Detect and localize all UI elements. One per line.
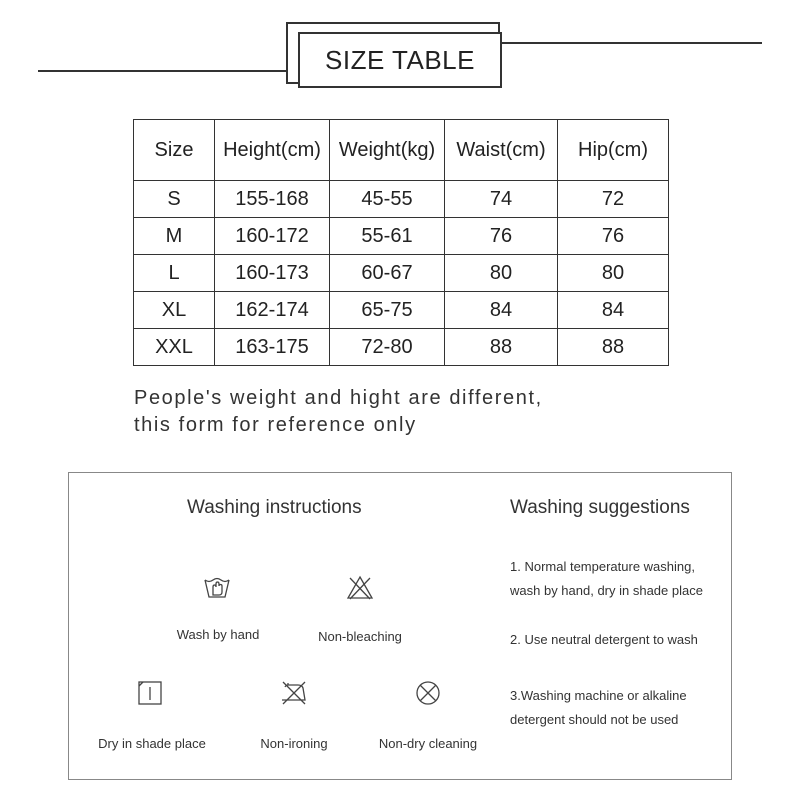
- cell-height: 160-173: [215, 255, 330, 292]
- non-bleaching-icon: [345, 573, 375, 603]
- suggestion-line: 1. Normal temperature washing,: [510, 559, 695, 574]
- cell-waist: 84: [445, 292, 558, 329]
- cell-weight: 72-80: [330, 329, 445, 366]
- suggestion-line: 2. Use neutral detergent to wash: [510, 632, 698, 647]
- reference-note-line: this form for reference only: [134, 414, 417, 436]
- dry-in-shade-icon: [135, 678, 165, 708]
- col-header-waist: Waist(cm): [445, 120, 558, 181]
- cell-height: 155-168: [215, 181, 330, 218]
- wash-by-hand-label: Wash by hand: [176, 627, 260, 642]
- col-header-hip: Hip(cm): [558, 120, 669, 181]
- size-table: [133, 119, 669, 366]
- suggestion-item: [510, 628, 698, 652]
- title-frame: [298, 32, 502, 88]
- reference-note: [134, 385, 543, 439]
- table-row: [134, 292, 669, 329]
- table-header-row: [134, 120, 669, 181]
- suggestion-item: [510, 555, 703, 603]
- washing-instructions-title: Washing instructions: [187, 497, 362, 518]
- col-header-height: Height(cm): [215, 120, 330, 181]
- non-ironing-label: Non-ironing: [260, 736, 328, 751]
- header-line-left: [38, 70, 300, 72]
- cell-hip: 80: [558, 255, 669, 292]
- cell-weight: 45-55: [330, 181, 445, 218]
- cell-size: L: [134, 255, 215, 292]
- washing-suggestions-title: Washing suggestions: [510, 497, 690, 518]
- suggestion-line: detergent should not be used: [510, 712, 679, 727]
- cell-hip: 76: [558, 218, 669, 255]
- non-dry-cleaning-icon: [413, 678, 443, 708]
- suggestion-line: 3.Washing machine or alkaline: [510, 688, 687, 703]
- non-dry-cleaning-label: Non-dry cleaning: [378, 736, 478, 751]
- cell-weight: 65-75: [330, 292, 445, 329]
- wash-by-hand-icon: [202, 571, 232, 601]
- table-row: [134, 218, 669, 255]
- table-row: [134, 181, 669, 218]
- cell-height: 162-174: [215, 292, 330, 329]
- cell-hip: 84: [558, 292, 669, 329]
- suggestion-line: wash by hand, dry in shade place: [510, 583, 703, 598]
- cell-weight: 60-67: [330, 255, 445, 292]
- col-header-weight: Weight(kg): [330, 120, 445, 181]
- non-ironing-icon: [279, 678, 309, 708]
- non-bleaching-label: Non-bleaching: [318, 629, 402, 644]
- page-title: SIZE TABLE: [325, 44, 475, 75]
- cell-height: 160-172: [215, 218, 330, 255]
- suggestion-item: [510, 684, 687, 732]
- cell-size: XL: [134, 292, 215, 329]
- cell-size: M: [134, 218, 215, 255]
- cell-size: XXL: [134, 329, 215, 366]
- cell-waist: 88: [445, 329, 558, 366]
- header-line-right: [500, 42, 762, 44]
- cell-waist: 76: [445, 218, 558, 255]
- cell-size: S: [134, 181, 215, 218]
- table-row: [134, 255, 669, 292]
- cell-weight: 55-61: [330, 218, 445, 255]
- table-row: [134, 329, 669, 366]
- cell-hip: 72: [558, 181, 669, 218]
- reference-note-line: People's weight and hight are different,: [134, 387, 543, 409]
- cell-hip: 88: [558, 329, 669, 366]
- dry-in-shade-label: Dry in shade place: [98, 736, 206, 751]
- cell-height: 163-175: [215, 329, 330, 366]
- cell-waist: 80: [445, 255, 558, 292]
- col-header-size: Size: [134, 120, 215, 181]
- cell-waist: 74: [445, 181, 558, 218]
